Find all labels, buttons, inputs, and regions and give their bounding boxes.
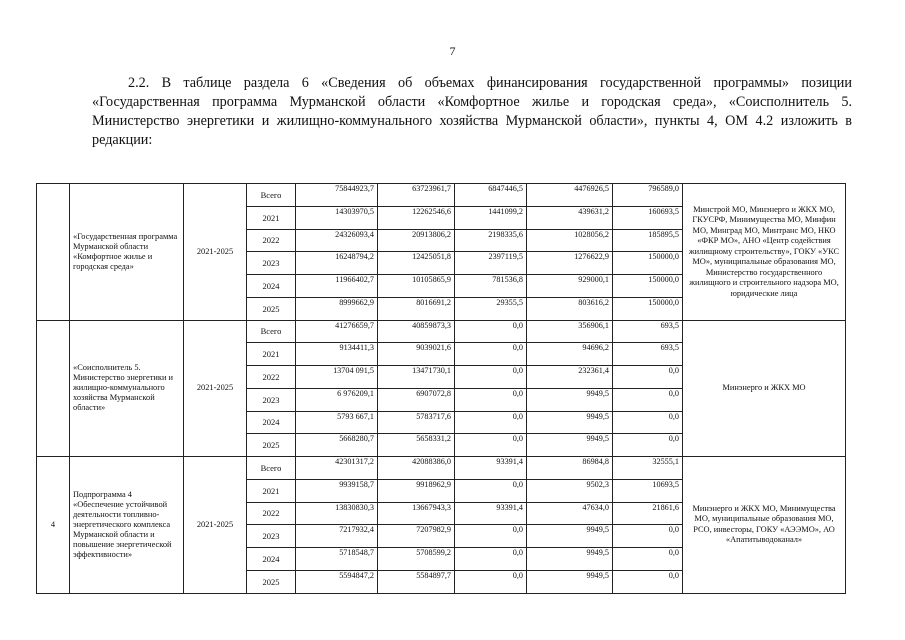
amount-cell: 13471730,1 [378,366,455,389]
executors: Минэнерго и ЖКХ МО [683,320,846,457]
amount-cell: 14303970,5 [296,206,378,229]
amount-cell: 24326093,4 [296,229,378,252]
amount-cell: 5708599,2 [378,548,455,571]
amount-cell: 12262546,6 [378,206,455,229]
amount-cell: 9918962,9 [378,479,455,502]
table-row [37,320,846,343]
amount-cell: 0,0 [613,411,683,434]
amount-cell: 4476926,5 [527,184,613,207]
period: 2021-2025 [184,184,247,321]
amount-cell: 29355,5 [455,297,527,320]
amount-cell: 150000,0 [613,275,683,298]
amount-cell: 12425051,8 [378,252,455,275]
amount-cell: 93391,4 [455,457,527,480]
amount-cell: 6 976209,1 [296,388,378,411]
amount-cell: 6847446,5 [455,184,527,207]
period: 2021-2025 [184,320,247,457]
amount-cell: 781536,8 [455,275,527,298]
amount-cell: 0,0 [455,434,527,457]
year-label: 2023 [247,252,296,275]
amount-cell: 63723961,7 [378,184,455,207]
amount-cell: 9949,5 [527,388,613,411]
amount-cell: 0,0 [613,570,683,593]
amount-cell: 32555,1 [613,457,683,480]
amount-cell: 1441099,2 [455,206,527,229]
amount-cell: 5718548,7 [296,548,378,571]
amount-cell: 0,0 [455,525,527,548]
year-label: 2023 [247,388,296,411]
amount-cell: 0,0 [613,548,683,571]
year-label: 2022 [247,502,296,525]
amount-cell: 0,0 [455,479,527,502]
amount-cell: 150000,0 [613,297,683,320]
amount-cell: 0,0 [455,570,527,593]
year-label: 2024 [247,548,296,571]
amount-cell: 693,5 [613,320,683,343]
amount-cell: 9949,5 [527,434,613,457]
amount-cell: 439631,2 [527,206,613,229]
row-number [37,320,70,457]
amount-cell: 2198335,6 [455,229,527,252]
amount-cell: 0,0 [613,525,683,548]
page-number: 7 [449,44,456,58]
financing-table [36,183,846,594]
amount-cell: 0,0 [455,366,527,389]
amount-cell: 0,0 [613,434,683,457]
year-label: 2022 [247,229,296,252]
amount-cell: 5668280,7 [296,434,378,457]
amount-cell: 0,0 [455,411,527,434]
amount-cell: 0,0 [613,388,683,411]
year-label: Всего [247,184,296,207]
amount-cell: 9949,5 [527,525,613,548]
amount-cell: 42301317,2 [296,457,378,480]
amount-cell: 75844923,7 [296,184,378,207]
amount-cell: 7217932,4 [296,525,378,548]
amount-cell: 2397119,5 [455,252,527,275]
year-label: 2024 [247,275,296,298]
year-label: 2025 [247,434,296,457]
executors: Минстрой МО, Минэнерго и ЖКХ МО, ГКУСРФ, Минимущества МО, Минфин МО, Минград МО, Минтранс МО, НКО «ФКР МО», АНО «Центр содействия жилищному строительству», ГОКУ «УКС МО», муниципальные образования МО, Министерство государственного жилищного и строительного надзора МО, юридические лица [683,184,846,321]
amount-cell: 7207982,9 [378,525,455,548]
period: 2021-2025 [184,457,247,594]
amount-cell: 0,0 [455,548,527,571]
program-name: Подпрограмма 4 «Обеспечение устойчивой деятельности топливно-энергетического комплекса Мурманской области и повышение энергетической эффективности» [70,457,184,594]
year-label: 2025 [247,297,296,320]
amount-cell: 232361,4 [527,366,613,389]
year-label: Всего [247,320,296,343]
amount-cell: 5658331,2 [378,434,455,457]
amount-cell: 10105865,9 [378,275,455,298]
amount-cell: 5793 667,1 [296,411,378,434]
amount-cell: 9039021,6 [378,343,455,366]
table-row [37,457,846,480]
program-name: «Соисполнитель 5. Министерство энергетики и жилищно-коммунального хозяйства Мурманской области» [70,320,184,457]
year-label: 2024 [247,411,296,434]
amount-cell: 5584897,7 [378,570,455,593]
amount-cell: 160693,5 [613,206,683,229]
amount-cell: 13704 091,5 [296,366,378,389]
amount-cell: 20913806,2 [378,229,455,252]
amount-cell: 41276659,7 [296,320,378,343]
intro-paragraph: 2.2. В таблице раздела 6 «Сведения об объемах финансирования государственной программы» позиции «Государственная программа Мурманской области «Комфортное жилье и городская среда», «Соисполнитель 5. Министерство энергетики и жилищно-коммунального хозяйства Мурманской области», пункты 4, ОМ 4.2 изложить в редакции: [92,75,852,148]
amount-cell: 13667943,3 [378,502,455,525]
amount-cell: 6907072,8 [378,388,455,411]
amount-cell: 13830830,3 [296,502,378,525]
amount-cell: 693,5 [613,343,683,366]
amount-cell: 93391,4 [455,502,527,525]
amount-cell: 9502,3 [527,479,613,502]
amount-cell: 94696,2 [527,343,613,366]
amount-cell: 42088386,0 [378,457,455,480]
amount-cell: 150000,0 [613,252,683,275]
amount-cell: 1028056,2 [527,229,613,252]
amount-cell: 0,0 [455,388,527,411]
amount-cell: 929000,1 [527,275,613,298]
amount-cell: 0,0 [455,320,527,343]
program-name: «Государственная программа Мурманской области «Комфортное жилье и городская среда» [70,184,184,321]
year-label: 2022 [247,366,296,389]
amount-cell: 8016691,2 [378,297,455,320]
amount-cell: 5594847,2 [296,570,378,593]
executors: Минэнерго и ЖКХ МО, Минимущества МО, муниципальные образования МО, РСО, инвесторы, ГОКУ «АЭЭМО», АО «Апатитыводоканал» [683,457,846,594]
amount-cell: 21861,6 [613,502,683,525]
amount-cell: 9949,5 [527,411,613,434]
year-label: 2025 [247,570,296,593]
amount-cell: 5783717,6 [378,411,455,434]
amount-cell: 10693,5 [613,479,683,502]
year-label: 2021 [247,206,296,229]
year-label: 2021 [247,343,296,366]
year-label: 2021 [247,479,296,502]
amount-cell: 11966402,7 [296,275,378,298]
amount-cell: 16248794,2 [296,252,378,275]
amount-cell: 9949,5 [527,548,613,571]
row-number [37,184,70,321]
amount-cell: 0,0 [455,343,527,366]
amount-cell: 9939158,7 [296,479,378,502]
year-label: Всего [247,457,296,480]
amount-cell: 185895,5 [613,229,683,252]
amount-cell: 1276622,9 [527,252,613,275]
table-row [37,184,846,207]
year-label: 2023 [247,525,296,548]
amount-cell: 356906,1 [527,320,613,343]
amount-cell: 9134411,3 [296,343,378,366]
amount-cell: 796589,0 [613,184,683,207]
amount-cell: 8999662,9 [296,297,378,320]
amount-cell: 9949,5 [527,570,613,593]
amount-cell: 803616,2 [527,297,613,320]
row-number: 4 [37,457,70,594]
amount-cell: 40859873,3 [378,320,455,343]
amount-cell: 47634,0 [527,502,613,525]
amount-cell: 0,0 [613,366,683,389]
amount-cell: 86984,8 [527,457,613,480]
